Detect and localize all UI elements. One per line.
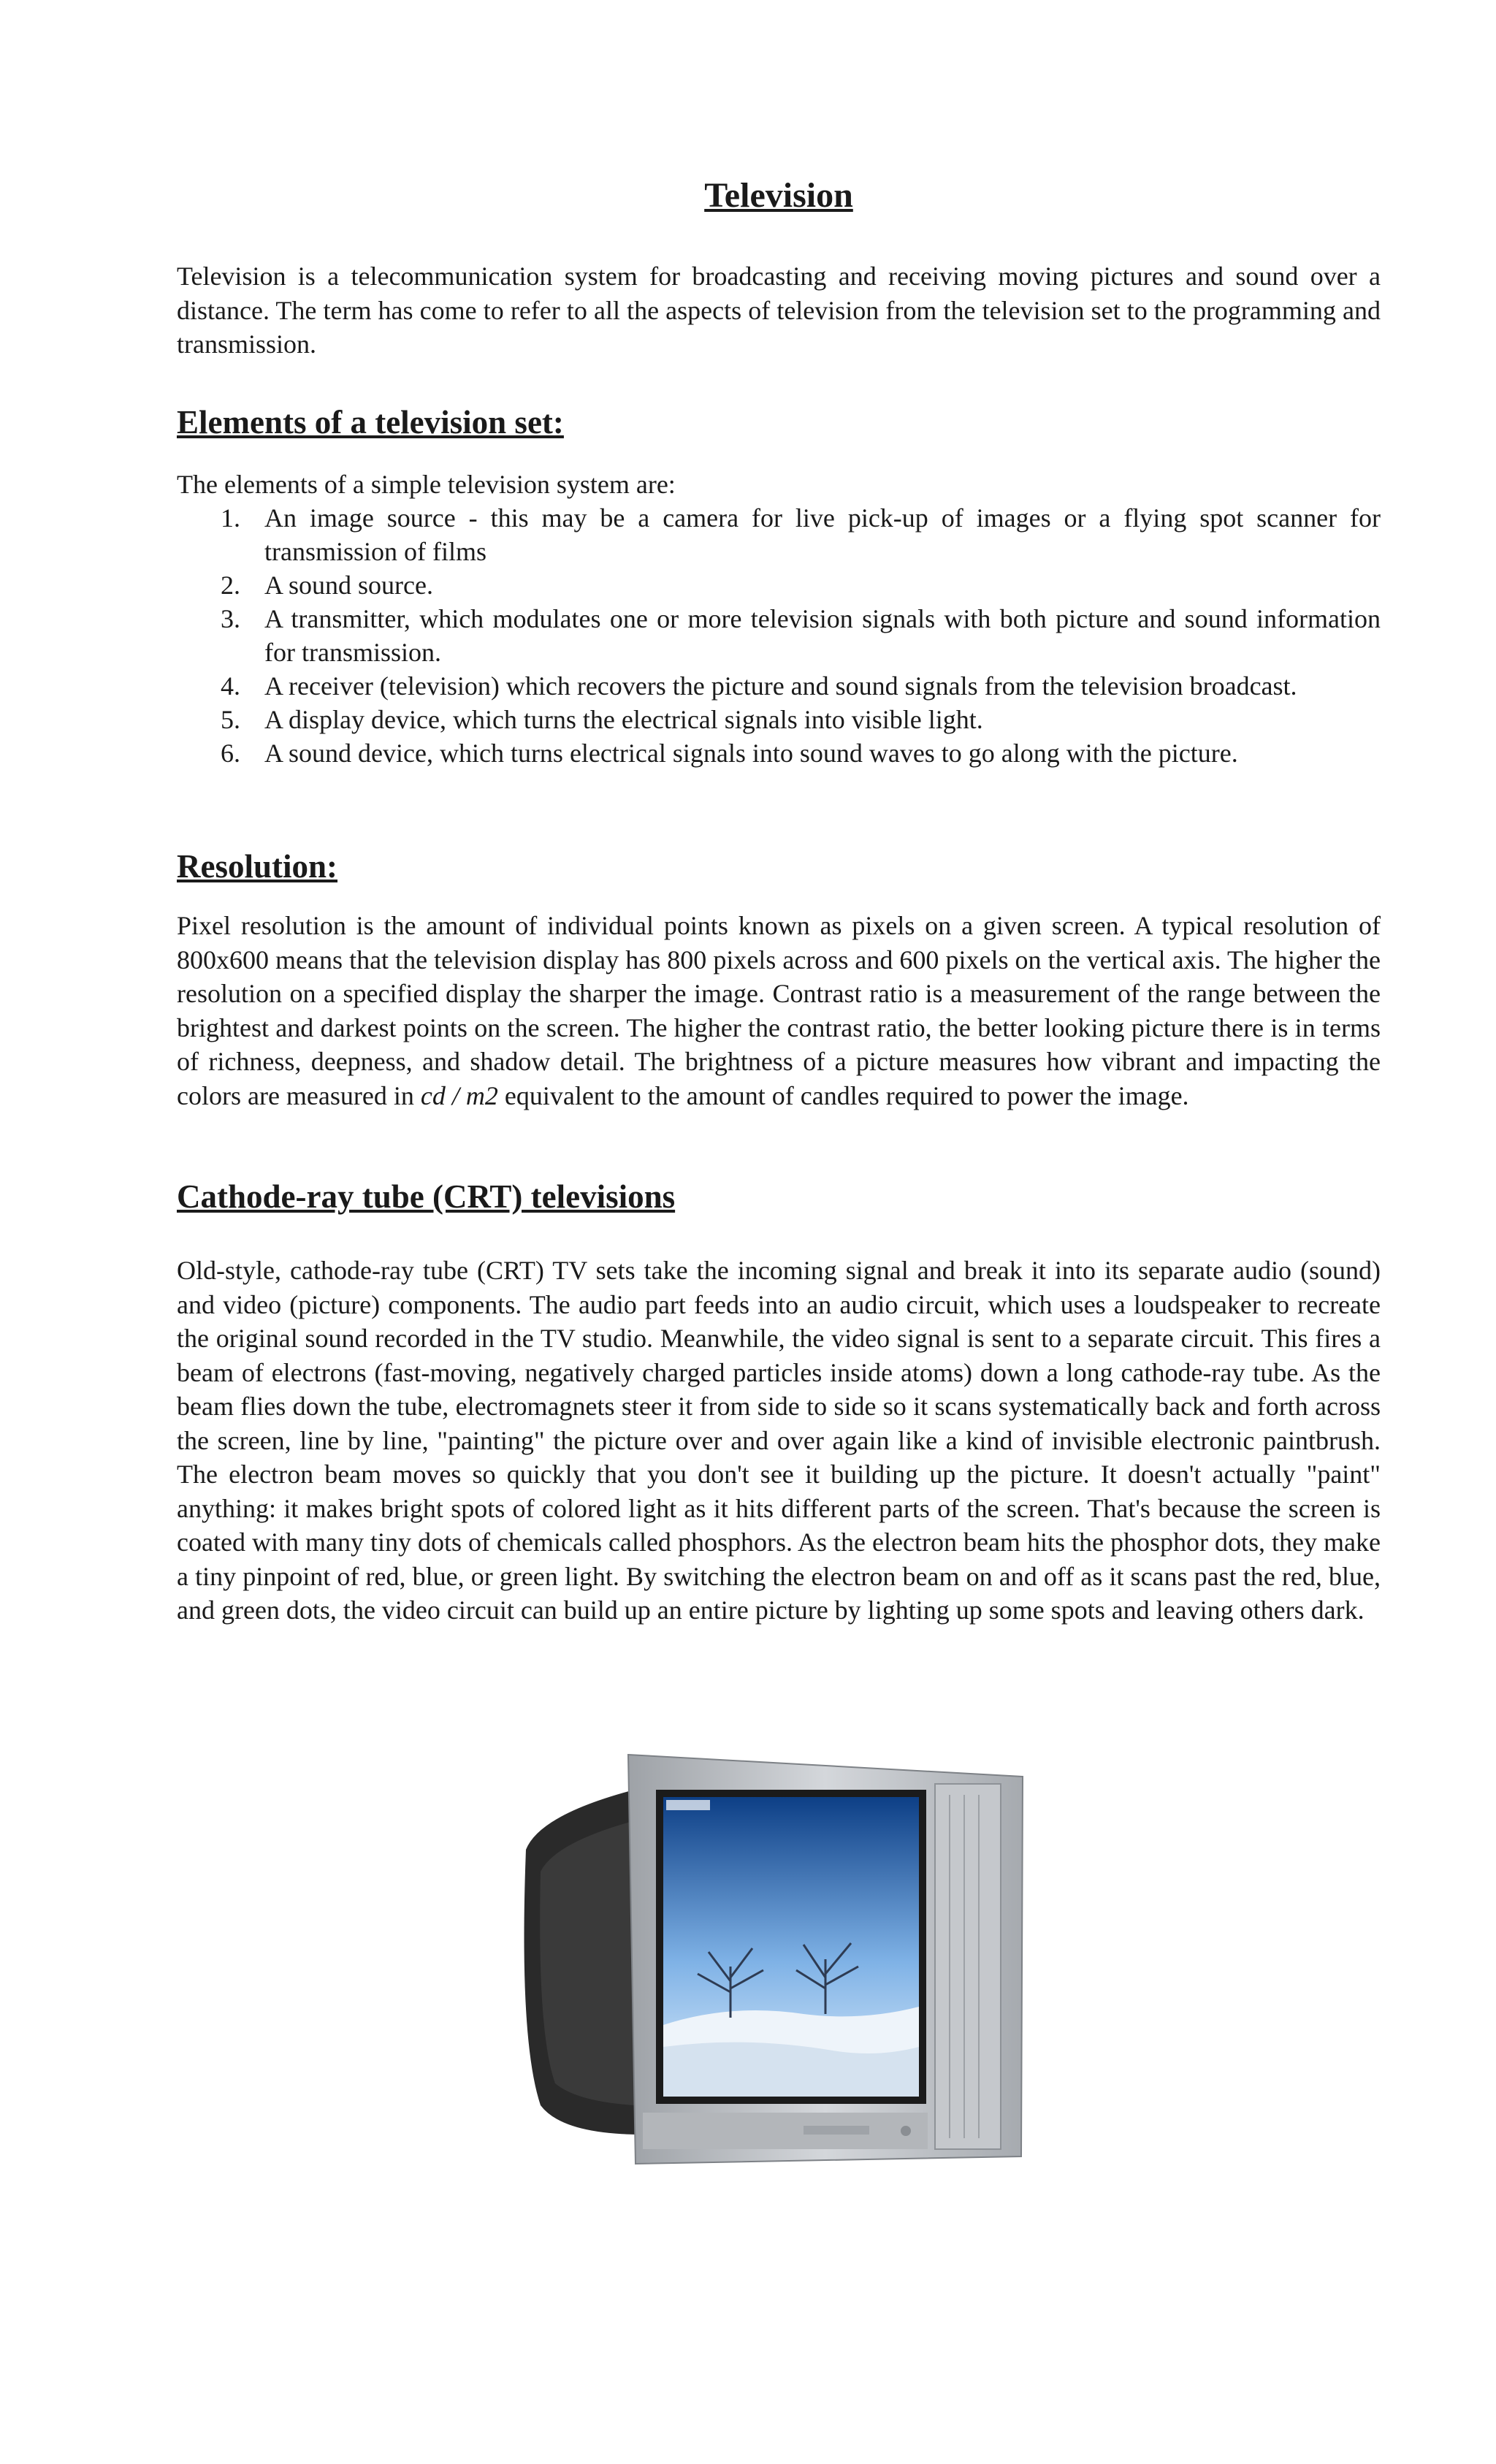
elements-lead: The elements of a simple television system are: — [177, 470, 676, 499]
crt-television-illustration — [497, 1725, 1052, 2178]
intro-paragraph: Television is a telecommunication system for broadcasting and receiving moving pictures and sound over a distance. The term has come to refer to all the aspects of television from the television set to the programming and transmission. — [177, 262, 1381, 359]
elements-list — [177, 501, 1381, 770]
list-number: 2. — [221, 571, 240, 600]
list-item — [177, 736, 1381, 770]
list-item — [177, 703, 1381, 736]
list-item — [177, 602, 1381, 669]
brightness-unit: cd / m2 — [420, 1080, 498, 1110]
crt-paragraph: Old-style, cathode-ray tube (CRT) TV sets take the incoming signal and break it into its separate audio (sound) and video (picture) components. The audio part feeds into an audio circuit, which uses a loudspeaker to recreate the original sound recorded in the TV studio. Meanwhile, the video signal is sent to a separate circuit. This fires a beam of electrons (fast-moving, negatively charged particles inside atoms) down a long cathode-ray tube. As the beam flies down the tube, electromagnets steer it from side to side so it scans systematically back and forth across the screen, line by line, "painting" the picture over and over again like a kind of invisible electronic paintbrush. The electron beam moves so quickly that you don't see it building up the picture. It doesn't actually "paint" anything: it makes bright spots of colored light as it hits different parts of the screen. That's because the screen is coated with many tiny dots of chemicals called phosphors. As the electron beam hits the phosphor dots, they make a tiny pinpoint of red, blue, or green light. By switching the electron beam on and off as it scans past the red, blue, and green dots, the video circuit can build up an entire picture by lighting up some spots and leaving others dark. — [177, 1256, 1381, 1625]
resolution-text: Pixel resolution is the amount of individual points known as pixels on a given screen. A typical resolution of 800x600 means that the television display has 800 pixels across and 600 pixels on the vertical axis. The higher the resolution on a specified display the sharper the image. Contrast ratio is a measurement of the range between the brightest and darkest points on the screen. The higher the contrast ratio, the better looking picture there is in terms of richness, deepness, and shadow detail. The brightness of a picture measures how vibrant and impacting the colors are measured in — [177, 911, 1381, 1110]
page-title: Television — [704, 176, 853, 215]
resolution-text-end: equivalent to the amount of candles required to power the image. — [504, 1080, 1189, 1110]
list-item — [177, 501, 1381, 568]
list-number: 3. — [221, 604, 240, 633]
list-text: A display device, which turns the electrical signals into visible light. — [264, 705, 983, 734]
list-item — [177, 568, 1381, 602]
list-text: A receiver (television) which recovers the picture and sound signals from the television broadcast. — [264, 671, 1297, 701]
list-text: A transmitter, which modulates one or more television signals with both picture and sound information for transmission. — [264, 604, 1381, 667]
list-number: 5. — [221, 705, 240, 734]
crt-heading: Cathode-ray tube (CRT) televisions — [177, 1178, 676, 1215]
resolution-paragraph — [177, 909, 1381, 1113]
elements-heading: Elements of a television set: — [177, 404, 564, 440]
list-text: A sound device, which turns electrical signals into sound waves to go along with the picture. — [264, 739, 1238, 768]
list-text: A sound source. — [264, 571, 433, 600]
list-text: An image source - this may be a camera for live pick-up of images or a flying spot scanner for transmission of films — [264, 503, 1381, 566]
crt-television-image — [497, 1725, 1052, 2178]
list-item — [177, 669, 1381, 703]
list-number: 6. — [221, 739, 240, 768]
resolution-heading: Resolution: — [177, 848, 338, 885]
list-number: 4. — [221, 671, 240, 701]
list-number: 1. — [221, 503, 240, 533]
